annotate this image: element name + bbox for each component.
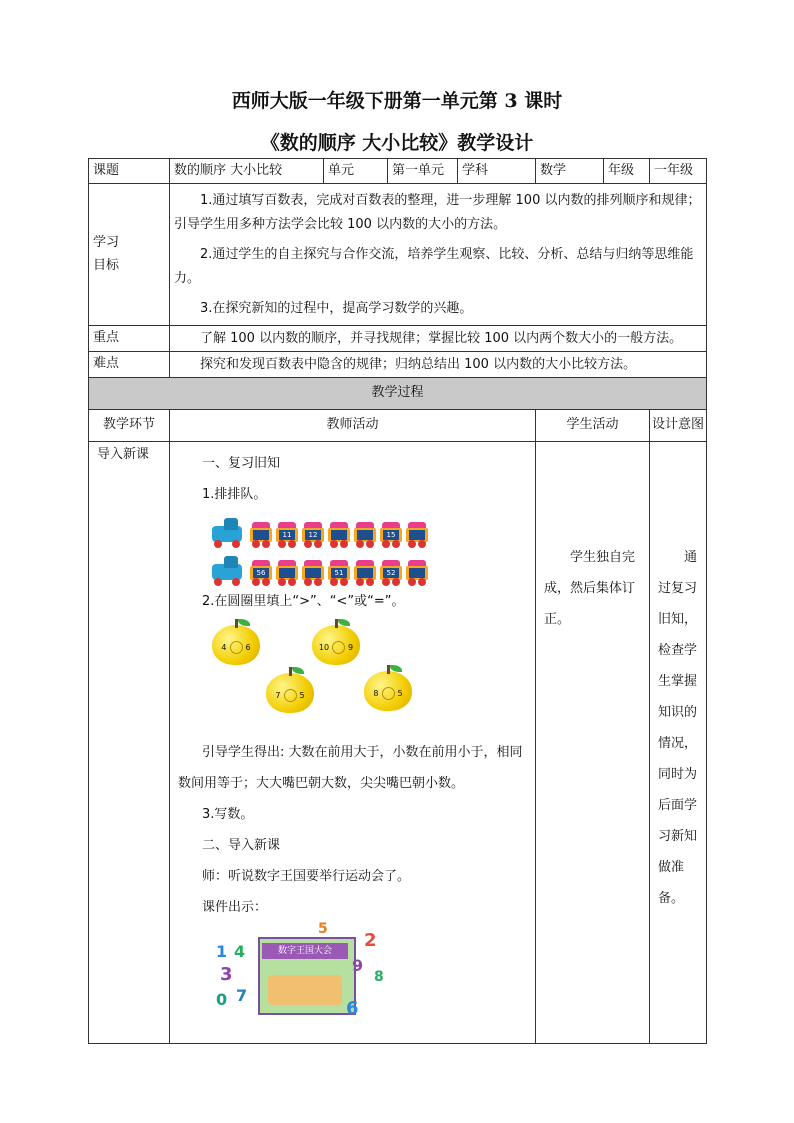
train-2 bbox=[210, 552, 527, 586]
scene-digit: 7 bbox=[236, 986, 248, 1005]
train-car bbox=[354, 560, 376, 586]
car-number: 15 bbox=[383, 530, 399, 540]
train-car bbox=[380, 522, 402, 548]
teacher-line: 二、导入新课 bbox=[202, 838, 281, 853]
apple-left-number: 4 bbox=[221, 643, 227, 652]
scene-digit: 1 bbox=[216, 942, 228, 961]
train-car bbox=[328, 560, 350, 586]
scene-digit: 5 bbox=[318, 921, 328, 937]
goals-label-2: 目标 bbox=[93, 257, 120, 273]
unit-value: 第一单元 bbox=[388, 159, 458, 184]
apple-left-number: 8 bbox=[373, 689, 379, 698]
car-number bbox=[253, 530, 269, 540]
apple-icon bbox=[364, 665, 412, 711]
process-body-row bbox=[89, 442, 707, 1044]
number-kingdom-image bbox=[214, 921, 394, 1023]
car-number bbox=[409, 568, 425, 578]
train-car bbox=[328, 522, 350, 548]
train-car bbox=[250, 560, 272, 586]
subject-value: 数学 bbox=[536, 159, 604, 184]
intent-text: 通过复习旧知，检查学生掌握知识的情况，同时为后面学习新知做准备。 bbox=[658, 550, 698, 906]
scene-digit: 0 bbox=[216, 990, 228, 1009]
col-student: 学生活动 bbox=[536, 410, 650, 442]
train-car bbox=[276, 522, 298, 548]
car-number: 11 bbox=[279, 530, 295, 540]
stage-name: 导入新课 bbox=[89, 442, 170, 1044]
car-number bbox=[279, 568, 295, 578]
goal-item: 2.通过学生的自主探究与合作交流，培养学生观察、比较、分析、总结与归纳等思维能力。 bbox=[174, 246, 694, 286]
train-engine-icon bbox=[210, 518, 246, 548]
key-label: 重点 bbox=[89, 326, 170, 352]
apple-right-number: 6 bbox=[245, 643, 251, 652]
car-number bbox=[357, 568, 373, 578]
process-title: 教学过程 bbox=[89, 378, 707, 410]
car-number: 12 bbox=[305, 530, 321, 540]
teacher-activity bbox=[170, 442, 536, 1044]
scene-digit: 4 bbox=[234, 942, 246, 961]
car-number bbox=[357, 530, 373, 540]
teacher-line: 一、复习旧知 bbox=[202, 456, 281, 471]
train-car bbox=[302, 522, 324, 548]
goal-item: 3.在探究新知的过程中，提高学习数学的兴趣。 bbox=[200, 300, 473, 316]
process-title-row bbox=[89, 378, 707, 410]
doc-title: 西师大版一年级下册第一单元第 3 课时 bbox=[231, 90, 563, 112]
col-teacher: 教师活动 bbox=[170, 410, 536, 442]
teacher-line: 课件出示： bbox=[202, 900, 268, 915]
subject-label: 学科 bbox=[458, 159, 536, 184]
topic-label: 课题 bbox=[89, 159, 170, 184]
col-stage: 教学环节 bbox=[89, 410, 170, 442]
teacher-line: 引导学生得出: 大数在前用大于，小数在前用小于，相同数间用等于；大大嘴巴朝大数，尖尖嘴巴朝小数。 bbox=[178, 745, 523, 791]
unit-label: 单元 bbox=[324, 159, 388, 184]
train-car bbox=[406, 560, 428, 586]
topic-value: 数的顺序 大小比较 bbox=[170, 159, 324, 184]
design-intent bbox=[650, 442, 707, 1044]
scene-digit: 2 bbox=[364, 930, 377, 951]
goals-row bbox=[89, 184, 707, 326]
difficult-text: 探究和发现百数表中隐含的规律；归纳总结出 100 以内数的大小比较方法。 bbox=[200, 356, 637, 372]
goal-item: 1.通过填写百数表，完成对百数表的整理，进一步理解 100 以内数的排列顺序和规律；引导学生用多种方法学会比较 100 以内数的大小的方法。 bbox=[174, 192, 701, 232]
train-car bbox=[406, 522, 428, 548]
student-activity bbox=[536, 442, 650, 1044]
train-car bbox=[354, 522, 376, 548]
scene-banner: 数字王国大会 bbox=[262, 943, 348, 959]
apple-icon bbox=[266, 667, 314, 713]
car-number bbox=[409, 530, 425, 540]
apple-right-number: 9 bbox=[348, 643, 354, 652]
train-1 bbox=[210, 514, 527, 548]
scene-digit: 6 bbox=[346, 998, 359, 1019]
grade-label: 年级 bbox=[604, 159, 650, 184]
teacher-line: 2.在圆圈里填上“>”、“<”或“=”。 bbox=[202, 594, 405, 609]
car-number: 52 bbox=[383, 568, 399, 578]
teacher-line: 1.排排队。 bbox=[202, 487, 267, 502]
goals-label bbox=[89, 184, 170, 326]
train-car bbox=[250, 522, 272, 548]
car-number bbox=[331, 530, 347, 540]
difficult-row bbox=[89, 352, 707, 378]
car-number: 51 bbox=[331, 568, 347, 578]
apple-compare-figure bbox=[212, 619, 527, 737]
key-text: 了解 100 以内数的顺序，并寻找规律；掌握比较 100 以内两个数大小的一般方法。 bbox=[200, 330, 683, 346]
goals-content bbox=[170, 184, 707, 326]
train-car bbox=[276, 560, 298, 586]
difficult-label: 难点 bbox=[89, 352, 170, 378]
column-header-row bbox=[89, 410, 707, 442]
train-car bbox=[380, 560, 402, 586]
goals-label-1: 学习 bbox=[93, 234, 120, 250]
key-row bbox=[89, 326, 707, 352]
scene-digit: 9 bbox=[352, 956, 364, 975]
lesson-plan-table bbox=[88, 158, 707, 1044]
apple-right-number: 5 bbox=[397, 689, 403, 698]
train-engine-icon bbox=[210, 556, 246, 586]
apple-right-number: 5 bbox=[299, 691, 305, 700]
apple-left-number: 10 bbox=[318, 643, 330, 652]
grade-value: 一年级 bbox=[650, 159, 707, 184]
apple-left-number: 7 bbox=[275, 691, 281, 700]
doc-subtitle: 《数的顺序 大小比较》教学设计 bbox=[260, 132, 534, 154]
teacher-line: 3.写数。 bbox=[202, 807, 254, 822]
scene-digit: 8 bbox=[374, 969, 384, 985]
train-car bbox=[302, 560, 324, 586]
col-intent: 设计意图 bbox=[650, 410, 707, 442]
student-text: 学生独自完成，然后集体订正。 bbox=[544, 550, 636, 627]
header-row bbox=[89, 159, 707, 184]
teacher-line: 师：听说数字王国要举行运动会了。 bbox=[202, 869, 411, 884]
apple-icon bbox=[312, 619, 360, 665]
apple-icon bbox=[212, 619, 260, 665]
scene-digit: 3 bbox=[220, 964, 233, 985]
car-number: 56 bbox=[253, 568, 269, 578]
car-number bbox=[305, 568, 321, 578]
